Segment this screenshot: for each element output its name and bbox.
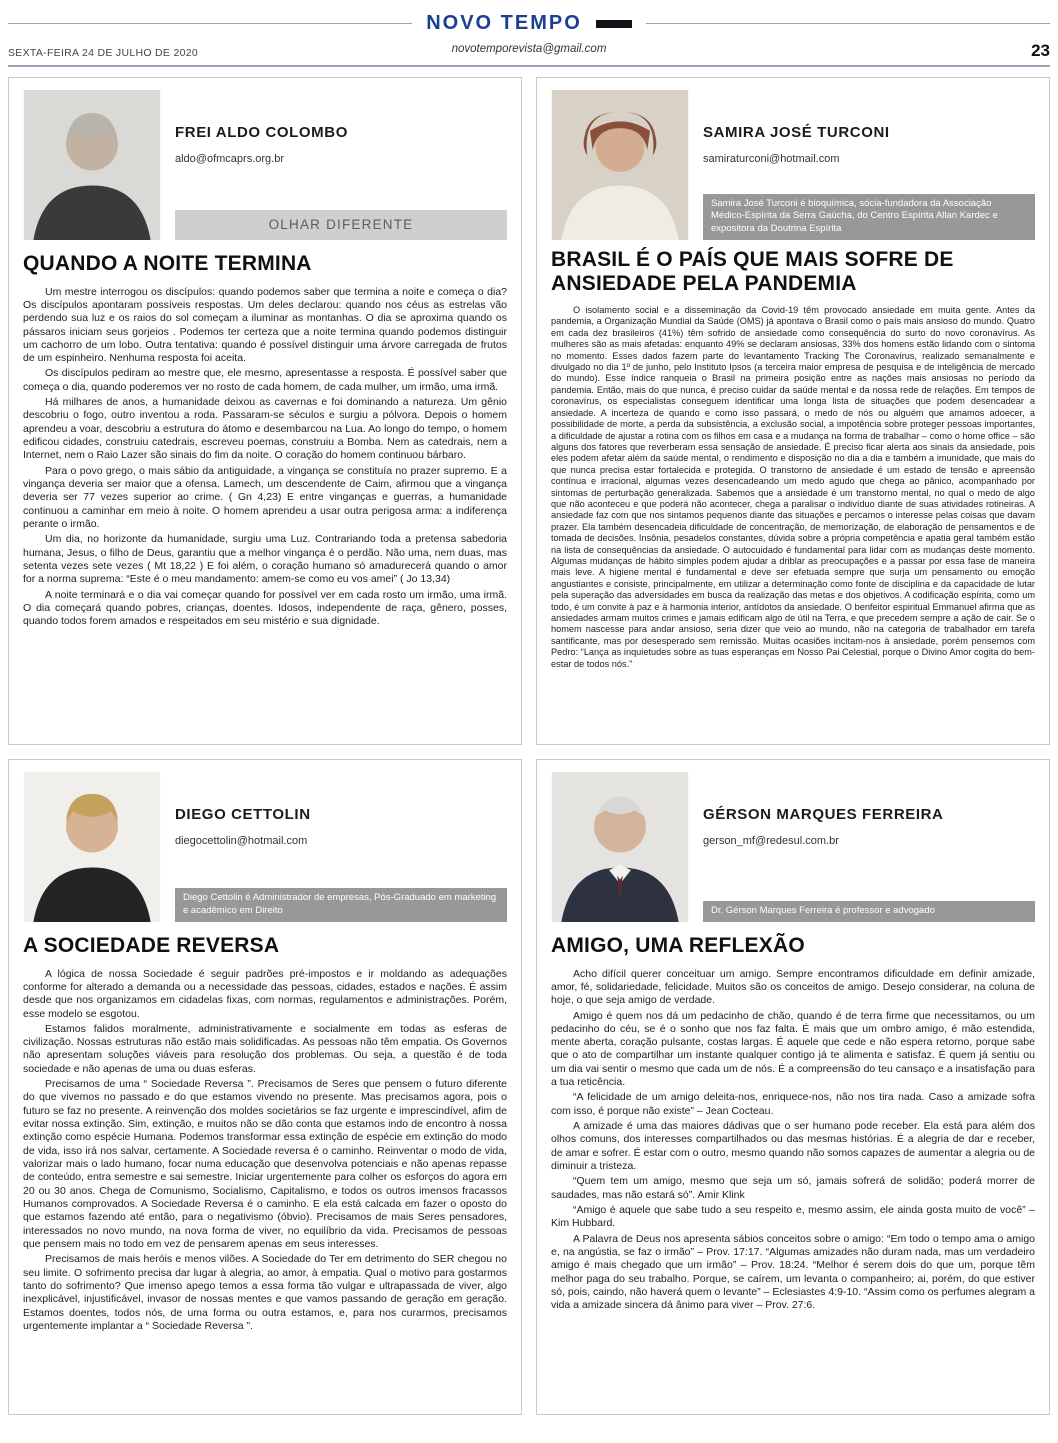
person-silhouette-icon [551, 772, 689, 922]
person-silhouette-icon [551, 90, 689, 240]
paragraph: Amigo é quem nos dá um pedacinho de chão, quando é de terra firme que necessitamos, ou um pedacinho do céu, se é o sonho que nos faz falta. É mais que um ombro amigo, é mão estendida, mente aberta, coração pulsante, costas largas. É aquele que cede e não espera retorno, porque sabe que o ato de compartilhar um instante qualquer contigo já te alimenta e satisfaz. É quem já sentiu ou um dia vai sentir o mesmo que cada um de nós. É a compreensão do teu cansaço e a insatisfação para a tua reticência. [551, 1009, 1035, 1089]
paragraph: “A felicidade de um amigo deleita-nos, enriquece-nos, não nos tira nada. Caso a amizade sofra com isso, é porque não existe” – Jean Cocteau. [551, 1091, 1035, 1117]
paragraph: Precisamos de mais heróis e menos vilões. A Sociedade do Ter em detrimento do SER chegou no seu limite. O sofrimento precisa dar lugar à alegria, ao amor, à empatia. Qual o motivo para gostarmos tanto do sofrimento? Que imenso apego temos a essa forma tão vulgar e ultrapassada de viver, algo inexplicável, injustificável, invasor de nossas mentes e que vamos passando de geração em geração. Estamos doentes, todos nós, de uma forma ou outra estamos, e, para nos curarmos, precisamos urgentemente implantar a “ Sociedade Reversa ”. [23, 1253, 507, 1333]
author-block [703, 772, 1035, 922]
author-email: gerson_mf@redesul.com.br [703, 835, 839, 847]
paragraph: A noite terminará e o dia vai começar quando for possível ver em cada rosto um irmão, uma irmã. O dia começará quando pobres, crianças, doentes. Idosos, independente de raça, gênero, posses, quando todos forem amados e respeitados em seu mistério e sua dignidade. [23, 588, 507, 628]
paragraph: “Quem tem um amigo, mesmo que seja um só, jamais sofrerá de solidão; poderá morrer de saudades, mas não estará só”. Amir Klink [551, 1175, 1035, 1201]
page-number: 23 [1031, 41, 1050, 60]
article-title: BRASIL É O PAÍS QUE MAIS SOFRE DE ANSIEDADE PELA PANDEMIA [551, 248, 954, 295]
paragraph: A amizade é uma das maiores dádivas que o ser humano pode receber. Ela está para além dos olhos comuns, dos interesses compartilhados ou das mesmas histórias. É a alegria de dar e receber, de amar e sofrer. É estar com o outro, mesmo quando não somos capazes de aumentar a alegria ou de diminuir a tristeza. [551, 1120, 1035, 1173]
masthead-rule-right [646, 23, 1050, 24]
person-silhouette-icon [23, 90, 161, 240]
paragraph: “Amigo é aquele que sabe tudo a seu respeito e, mesmo assim, ele ainda gosta muito de você” – Kim Hubbard. [551, 1204, 1035, 1230]
author-photo-gerson [551, 772, 689, 922]
author-bio-band: Samira José Turconi é bioquímica, sócia-fundadora da Associação Médico-Espírita da Serra Gaúcha, do Centro Espírita Allan Kardec e expositora da Doutrina Espírita [703, 194, 1035, 240]
author-photo-samira [551, 90, 689, 240]
paragraph: Estamos falidos moralmente, administrativamente e socialmente em todas as esferas de civilização. Nossas estruturas não estão mais solidificadas. As pessoas não têm empatia. Os Governos não apresentam soluções viáveis para resolução dos problemas. Ou seja, a questão é de toda sociedade e não apenas de uma ou duas esferas. [23, 1022, 507, 1075]
author-name: GÉRSON MARQUES FERREIRA [703, 806, 944, 823]
header-subrow [8, 37, 1050, 63]
paragraph: Precisamos de uma “ Sociedade Reversa ”. Precisamos de Seres que pensem o futuro diferente do que vivemos no passado e do que estamos vivendo no presente. Mas precisamos agora, pois o futuro se faz no presente. A reinvenção dos moldes societários se faz urgente e imprescindível, afim de evitar nossa extinção. Sim, extinção, e muitos não se dão conta que estamos indo de encontro à nossa extinção como espécie Humana. Podemos transformar essa extinção de espécie em extinção do modo de vida, isso irá nos salvar, certamente. A Sociedade reversa é o caminho. Reinventar o modo de vida, valorizar mais o lado humano, focar numa educação que desenvolva potenciais e não apenas repasse de conteúdo, entra semestre e sai semestre. Iniciar urgentemente para colher os esforços do agora em 20 ou 30 anos. Chega de Comunismo, Socialismo, Capitalismo, e todos os outros imensos fracassos Humanos comprovados. A Sociedade Reversa é o caminho. E ela está calcada em fazer o oposto do que estamos fazendo até então, para o negativismo (óbvio). Precisamos de mais Seres pensadores, interessados no novo mundo, na nova forma de viver, no equilíbrio da vida. Precisamos de pessoas que pensem mais no todo em vez de pensarem apenas em seus interesses. [23, 1078, 507, 1251]
article-head [23, 772, 507, 922]
author-bio-band: Dr. Gérson Marques Ferreira é professor e advogado [703, 901, 1035, 922]
paragraph: Acho difícil querer conceituar um amigo. Sempre encontramos dificuldade em definir amizade, amor, fé, solidariedade, felicidade. Muitos são os conceitos de amigo. Desejo considerar, na coluna de hoje, o que seja amigo de verdade. [551, 967, 1035, 1007]
masthead-title: NOVO TEMPO [426, 12, 582, 34]
author-name: SAMIRA JOSÉ TURCONI [703, 124, 890, 141]
articles-grid [0, 67, 1058, 1423]
author-photo-diego [23, 772, 161, 922]
author-block [175, 772, 507, 922]
author-block [175, 90, 507, 240]
author-email: diegocettolin@hotmail.com [175, 835, 308, 847]
page-date: SEXTA-FEIRA 24 DE JULHO DE 2020 [8, 47, 199, 59]
article-title: A SOCIEDADE REVERSA [23, 934, 280, 957]
author-name: FREI ALDO COLOMBO [175, 124, 348, 141]
page-header [0, 0, 1058, 67]
author-photo-frei-aldo [23, 90, 161, 240]
author-bio-band: Diego Cettolin é Administrador de empresas, Pós-Graduado em marketing e acadêmico em Direito [175, 888, 507, 922]
paragraph: Para o povo grego, o mais sábio da antiguidade, a vingança se constituía no prazer supremo. E a vingança deveria ser maior que a ofensa. Lamech, um descendente de Caim, afirmou que a vingança deveria ser 77 vezes superior ao crime. ( Gn 4,23) E entre vinganças e guerras, a humanidade continuou a caminhar em meio à noite. O homem aprendeu a usar outra perigosa arma: a indiferença perante o irmão. [23, 464, 507, 531]
masthead-row [8, 12, 1050, 35]
article-diego-cettolin [8, 759, 522, 1415]
paragraph: A lógica de nossa Sociedade é seguir padrões pré-impostos e ir moldando as adequações conforme for alterado a demanda ou a necessidade das pessoas, cidades, estados e nações. É assim desde que nos organizamos em cidadelas fixas, com normas, regulamentos e administrações. Porém, esse modelo se esgotou. [23, 967, 507, 1020]
author-email: aldo@ofmcaprs.org.br [175, 153, 284, 165]
person-silhouette-icon [23, 772, 161, 922]
author-block [703, 90, 1035, 240]
author-email: samiraturconi@hotmail.com [703, 153, 840, 165]
paragraph: Um mestre interrogou os discípulos: quando podemos saber que termina a noite e começa o dia? Os discípulos apontaram possíveis respostas. Um deles declarou: quando nos céus as estrelas vão perdendo sua luz e os raios do sol começam a iluminar as montanhas. O dia se aproxima quando os pássaros iniciam seus gorjeios . Podemos ter certeza que a noite termina quando podemos distinguir um cachorro de um lobo. Outra tentativa: quando é possível distinguir uma árvore carregada de frutos de um espinheiro. Nenhuma resposta foi aceita. [23, 285, 507, 365]
article-head [551, 90, 1035, 240]
article-head [551, 772, 1035, 922]
section-band: OLHAR DIFERENTE [175, 210, 507, 240]
article-title: AMIGO, UMA REFLEXÃO [551, 934, 805, 957]
article-body [551, 968, 1035, 1315]
article-gerson-marques-ferreira [536, 759, 1050, 1415]
paragraph: Há milhares de anos, a humanidade deixou as cavernas e foi dominando a natureza. Um gênio descobriu o fogo, outro inventou a roda. Passaram-se séculos e surgiu a pólvora. Depois o homem aprendeu a voar, descobriu a estrutura do átomo e desembarcou na Lua. Ao longo do tempo, o homem edificou cidades, construiu catedrais, escreveu poemas, construiu a Bomba. Nem as catedrais, nem a Internet, nem o Raio Lazer são sinais do fim da noite. O coração do homem continuou bárbaro. [23, 396, 507, 462]
article-frei-aldo-colombo [8, 77, 522, 745]
article-body [551, 305, 1035, 672]
paragraph: Um dia, no horizonte da humanidade, surgiu uma Luz. Contrariando toda a pretensa sabedoria humana, Jesus, o filho de Deus, garantiu que a melhor vingança é o perdão. Não uma, nem duas, mas setenta vezes sete vezes ( Mt 18,22 ) E foi além, o coração humano só amadurecerá quando o amor for a norma suprema: “Este é o meu mandamento: amem-se como eu vos amei” ( Jo 13,34) [23, 533, 507, 586]
paragraph: Os discípulos pediram ao mestre que, ele mesmo, apresentasse a resposta. É possível saber que começa o dia, quando poderemos ver no rosto de cada homem, de cada mulher, um irmão, uma irmã. [23, 367, 507, 393]
paragraph: O isolamento social e a disseminação da Covid-19 têm provocado ansiedade em muita gente. Antes da pandemia, a Organização Mundial da Saúde (OMS) já apontava o Brasil como o país mais ansioso do mundo. Quatro em cada dez brasileiros (41%) têm sofrido de ansiedade como consequência do surto do novo coronavírus. As mulheres são as mais afetadas: enquanto 49% se declaram ansiosas, 33% dos homens estão lidando com o sintoma no momento. Esses dados fazem parte do levantamento Tracking The Coronavirus, realizado semanalmente e divulgado no dia 1º de junho, pelo Instituto Ipsos (a terceira maior empresa de pesquisa e de inteligência de mercado do mundo). Esse índice ranqueia o Brasil na primeira posição entre as nações mais ansiosas no período da pandemia. Então, mais do que nunca, é preciso cuidar da saúde mental e da nossa rede de relações. Em tempos de coronavírus, os especialistas conseguem identificar uma longa lista de situações que podem desencadear a ansiedade. A incerteza de quando e como isso passará, o medo de nós ou alguém que amamos adoecer, a possibilidade de morte, a perda da subsistência, a exclusão social, a impotência sobre proteger pessoas importantes, a dificuldade de ajustar a rotina com os filhos em casa e a mudança na forma de trabalhar – como o home office – são alguns dos fatores que reverberam essa sensação de ansiedade. É preciso ficar alerta aos sinais da ansiedade, pois eles podem afetar além da saúde mental, o rendimento e disposição no dia a dia e também a imunidade, que mais do que nunca precisa estar fortalecida e protegida. O transtorno de ansiedade é um estado de tensão e apreensão contínua e irracional, algumas vezes desencadeando um medo agudo que chega ao pânico, acompanhado por sintomas de perturbação generalizada. Sabemos que a ansiedade é um transtorno mental, no qual o medo de algo que não aconteceu e que poderá não acontecer, chega a paralisar o indivíduo diante de suas atividades rotineiras. A ansiedade faz com que nos sintamos pequenos diante das situações e percamos o interesse pelas coisas que davam prazer. Ela também desencadeia dificuldade de concentração, de memorização, de elaboração de pensamentos e de tomada de decisões. Insônia, pesadelos constantes, dúvida sobre a própria competência e apatia geral também estão na lista de consequências da ansiedade. O autocuidado é fundamental para lidar com as mudanças deste momento. Algumas mudanças de hábito simples podem ajudar a driblar as preocupações e a passar por essa fase de maneira mais leve. A higiene mental é fundamental e deve ser efetuada sempre que surja um pensamento ou emoção angustiantes e consiste, principalmente, em utilizar a determinação como fonte de disciplina e da capacidade de lutar pela superação das adversidades em busca da realização das metas e dos objetivos. A codificação espírita, como um todo, é um convite à paz e à harmonia interior, antídotos da ansiedade. O benfeitor espiritual Emmanuel afirma que as ansiedades armam muitos crimes e jamais edificam algo de útil na Terra, e que precedem sempre a ação de cair. Se o homem nascesse para andar ansioso, seria dizer que veio ao mundo, não na categoria de trabalhador em tarefa santificante, mas por desesperado sem remissão. Muitas ocasiões incitam-nos à ansiedade, porém pensemos com Pedro: “Lança as inquietudes sobre as tuas esperanças em Nosso Pai Celestial, porque o Divino Amor cogita do bem-estar de todos nós.” [551, 305, 1035, 669]
article-title: QUANDO A NOITE TERMINA [23, 252, 312, 275]
article-head [23, 90, 507, 240]
paragraph: A Palavra de Deus nos apresenta sábios conceitos sobre o amigo: “Em todo o tempo ama o amigo e, na angústia, se faz o irmão” – Prov. 17:17. “Algumas amizades não duram nada, mas um verdadeiro amigo é mais chegado que um irmão” – Prov. 18:24. “Melhor é serem dois do que um, porque têm melhor paga do seu trabalho. Porque, se caírem, um levanta o companheiro; ai, porém, do que estiver só, pois, caindo, não haverá quem o levante” – Eclesiastes 4:9-10. “Assim como os perfumes alegram a vida a amizade sincera dá ânimo para viver – Prov. 27:6. [551, 1232, 1035, 1312]
author-name: DIEGO CETTOLIN [175, 806, 311, 823]
article-body [23, 968, 507, 1336]
masthead-email: novotemporevista@gmail.com [451, 43, 607, 55]
masthead-rule-left [8, 23, 412, 24]
article-samira-jose-turconi [536, 77, 1050, 745]
masthead-black-bar [596, 20, 632, 28]
article-body [23, 286, 507, 631]
